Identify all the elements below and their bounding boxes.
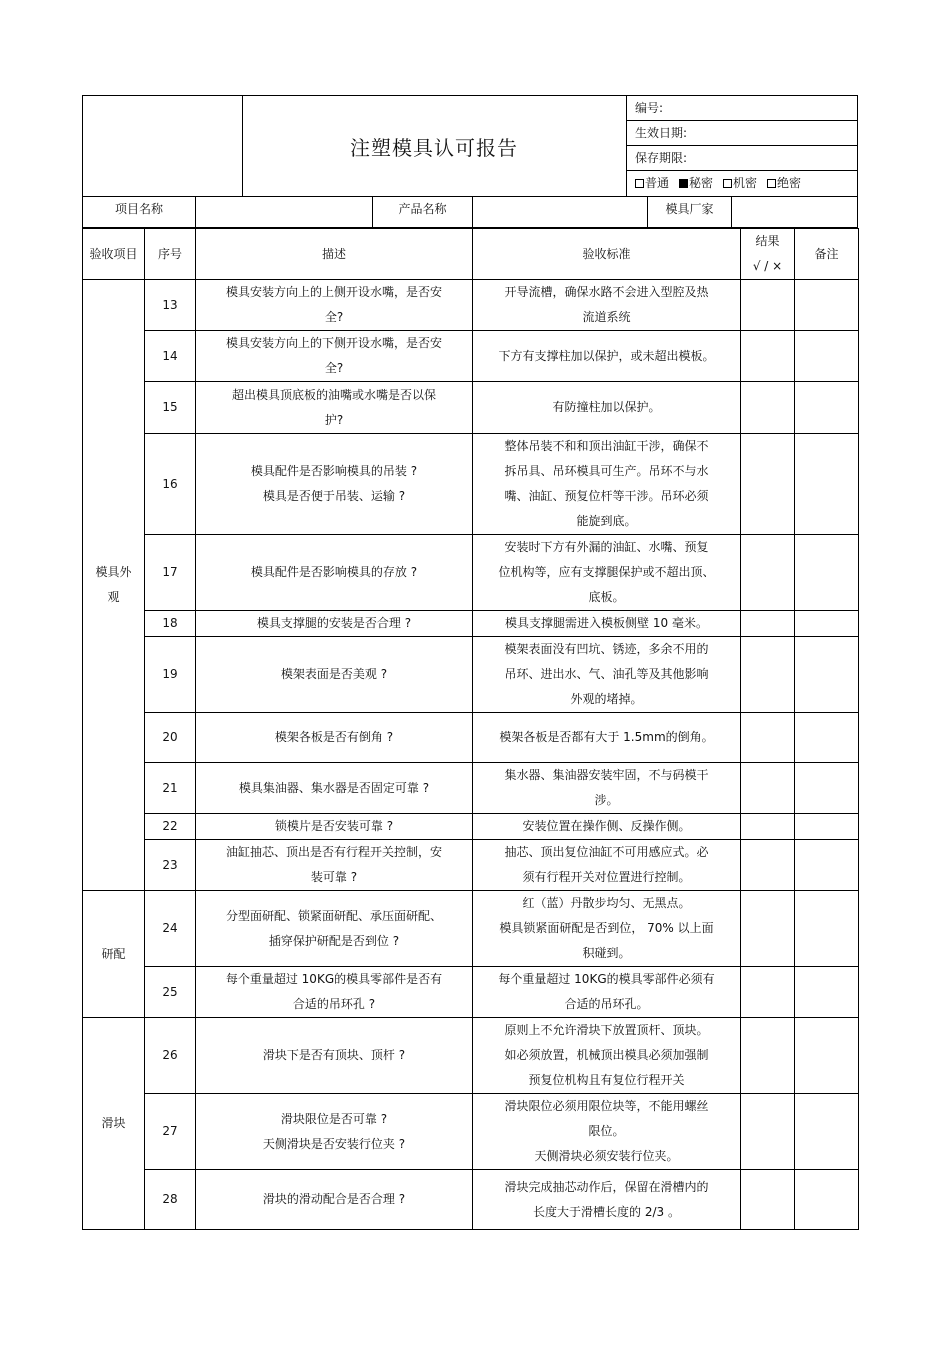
acceptance-table (82, 228, 859, 1230)
table-row (83, 814, 859, 840)
effective-date-field[interactable]: 生效日期: (627, 121, 857, 146)
col-header-desc: 描述 (196, 229, 473, 280)
row-standard-cell: 模具支撑腿需进入模板侧壁 10 毫米。 (473, 611, 741, 637)
project-name-field[interactable] (196, 197, 373, 227)
col-header-remark: 备注 (795, 229, 859, 280)
row-no-cell: 20 (145, 713, 196, 763)
row-standard-cell: 滑块完成抽芯动作后，保留在滑槽内的 长度大于滑槽长度的 2/3 。 (473, 1170, 741, 1230)
row-remark-cell[interactable] (795, 840, 859, 891)
row-standard-cell: 集水器、集油器安装牢固，不与码模干 涉。 (473, 763, 741, 814)
row-no-cell: 24 (145, 891, 196, 967)
row-no-cell: 23 (145, 840, 196, 891)
row-remark-cell[interactable] (795, 535, 859, 611)
project-name-label: 项目名称 (83, 197, 196, 227)
row-desc-cell: 滑块限位是否可靠 ? 天侧滑块是否安装行位夹 ? (196, 1094, 473, 1170)
row-result-cell[interactable] (741, 763, 795, 814)
checkbox-icon[interactable] (723, 179, 732, 188)
info-row (82, 197, 858, 228)
row-no-cell: 25 (145, 967, 196, 1018)
row-desc-cell: 油缸抽芯、顶出是否有行程开关控制，安 装可靠 ? (196, 840, 473, 891)
row-no-cell: 17 (145, 535, 196, 611)
row-no-cell: 15 (145, 382, 196, 434)
row-standard-cell: 有防撞柱加以保护。 (473, 382, 741, 434)
row-no-cell: 27 (145, 1094, 196, 1170)
row-result-cell[interactable] (741, 331, 795, 382)
row-desc-cell: 模具配件是否影响模具的存放 ? (196, 535, 473, 611)
row-result-cell[interactable] (741, 535, 795, 611)
classification-label: 普通 (645, 176, 670, 190)
checkbox-icon[interactable] (767, 179, 776, 188)
row-result-cell[interactable] (741, 382, 795, 434)
classification-option[interactable] (767, 171, 801, 195)
row-standard-cell: 模架表面没有凹坑、锈迹，多余不用的 吊环、进出水、气、油孔等及其他影响 外观的堵掉。 (473, 637, 741, 713)
row-desc-cell: 滑块下是否有顶块、顶杆 ? (196, 1018, 473, 1094)
row-standard-cell: 下方有支撑柱加以保护，或未超出模板。 (473, 331, 741, 382)
classification-label: 绝密 (777, 176, 802, 190)
row-standard-cell: 红（蓝）丹散步均匀、无黑点。 模具锁紧面研配是否到位， 70% 以上面 积碰到。 (473, 891, 741, 967)
classification-option[interactable] (723, 171, 757, 195)
row-remark-cell[interactable] (795, 713, 859, 763)
row-remark-cell[interactable] (795, 637, 859, 713)
checked-box-icon[interactable] (679, 179, 688, 188)
report-title: 注塑模具认可报告 (350, 135, 518, 160)
row-desc-cell: 模具支撑腿的安装是否合理 ? (196, 611, 473, 637)
row-desc-cell: 模架各板是否有倒角 ? (196, 713, 473, 763)
row-result-cell[interactable] (741, 611, 795, 637)
report-header (82, 95, 858, 197)
classification-row (627, 171, 857, 196)
row-desc-cell: 分型面研配、锁紧面研配、承压面研配、 插穿保护研配是否到位 ? (196, 891, 473, 967)
row-standard-cell: 安装时下方有外漏的油缸、水嘴、预复 位机构等，应有支撑腿保护或不超出顶、 底板。 (473, 535, 741, 611)
row-remark-cell[interactable] (795, 1094, 859, 1170)
row-desc-cell: 每个重量超过 10KG的模具零部件是否有 合适的吊环孔 ? (196, 967, 473, 1018)
category-cell: 模具外 观 (83, 280, 145, 891)
product-name-field[interactable] (473, 197, 648, 227)
row-desc-cell: 模具安装方向上的上侧开设水嘴，是否安 全? (196, 280, 473, 331)
classification-option[interactable] (679, 171, 713, 195)
table-row (83, 1094, 859, 1170)
table-row (83, 840, 859, 891)
row-no-cell: 26 (145, 1018, 196, 1094)
table-header-row (83, 229, 859, 280)
row-desc-cell: 模架表面是否美观 ? (196, 637, 473, 713)
table-row (83, 713, 859, 763)
title-cell (242, 96, 627, 196)
row-result-cell[interactable] (741, 713, 795, 763)
row-no-cell: 19 (145, 637, 196, 713)
table-row (83, 280, 859, 331)
code-field[interactable]: 编号: (627, 96, 857, 121)
row-desc-cell: 模具集油器、集水器是否固定可靠 ? (196, 763, 473, 814)
row-result-cell[interactable] (741, 891, 795, 967)
logo-cell (83, 96, 243, 196)
row-no-cell: 13 (145, 280, 196, 331)
row-desc-cell: 锁模片是否安装可靠 ? (196, 814, 473, 840)
row-no-cell: 21 (145, 763, 196, 814)
table-row (83, 763, 859, 814)
row-remark-cell[interactable] (795, 434, 859, 535)
product-name-label: 产品名称 (373, 197, 473, 227)
row-standard-cell: 安装位置在操作侧、反操作侧。 (473, 814, 741, 840)
row-result-cell[interactable] (741, 967, 795, 1018)
row-standard-cell: 每个重量超过 10KG的模具零部件必须有 合适的吊环孔。 (473, 967, 741, 1018)
row-result-cell[interactable] (741, 814, 795, 840)
row-remark-cell[interactable] (795, 611, 859, 637)
row-no-cell: 14 (145, 331, 196, 382)
retention-field[interactable]: 保存期限: (627, 146, 857, 171)
row-no-cell: 28 (145, 1170, 196, 1230)
row-remark-cell[interactable] (795, 967, 859, 1018)
row-standard-cell: 抽芯、顶出复位油缸不可用感应式。必 须有行程开关对位置进行控制。 (473, 840, 741, 891)
table-row (83, 637, 859, 713)
row-desc-cell: 超出模具顶底板的油嘴或水嘴是否以保 护? (196, 382, 473, 434)
row-result-cell[interactable] (741, 1018, 795, 1094)
category-cell: 研配 (83, 891, 145, 1018)
mold-maker-field[interactable] (732, 197, 857, 227)
row-remark-cell[interactable] (795, 382, 859, 434)
row-remark-cell[interactable] (795, 1018, 859, 1094)
row-standard-cell: 整体吊装不和和顶出油缸干涉，确保不 拆吊具、吊环模具可生产。吊环不与水 嘴、油缸、预复位杆等干涉。吊环必须 能旋到底。 (473, 434, 741, 535)
row-remark-cell[interactable] (795, 1170, 859, 1230)
row-remark-cell[interactable] (795, 763, 859, 814)
row-remark-cell[interactable] (795, 331, 859, 382)
table-row (83, 535, 859, 611)
checkbox-icon[interactable] (635, 179, 644, 188)
col-header-standard: 验收标准 (473, 229, 741, 280)
row-no-cell: 16 (145, 434, 196, 535)
row-result-cell[interactable] (741, 840, 795, 891)
table-row (83, 331, 859, 382)
table-row (83, 1170, 859, 1230)
classification-label: 机密 (733, 176, 758, 190)
col-header-no: 序号 (145, 229, 196, 280)
row-remark-cell[interactable] (795, 891, 859, 967)
category-cell: 滑块 (83, 1018, 145, 1230)
row-no-cell: 18 (145, 611, 196, 637)
row-result-cell[interactable] (741, 1170, 795, 1230)
meta-block (627, 96, 857, 196)
row-result-cell[interactable] (741, 1094, 795, 1170)
row-remark-cell[interactable] (795, 280, 859, 331)
row-desc-cell: 模具配件是否影响模具的吊装 ? 模具是否便于吊装、运输 ? (196, 434, 473, 535)
row-standard-cell: 原则上不允许滑块下放置顶杆、顶块。 如必须放置，机械顶出模具必须加强制 预复位机构且有复位行程开关 (473, 1018, 741, 1094)
row-remark-cell[interactable] (795, 814, 859, 840)
row-standard-cell: 开导流槽，确保水路不会进入型腔及热 流道系统 (473, 280, 741, 331)
row-result-cell[interactable] (741, 280, 795, 331)
row-standard-cell: 滑块限位必须用限位块等，不能用螺丝 限位。 天侧滑块必须安装行位夹。 (473, 1094, 741, 1170)
row-result-cell[interactable] (741, 434, 795, 535)
table-row (83, 382, 859, 434)
classification-option[interactable] (635, 171, 669, 195)
table-row (83, 434, 859, 535)
col-header-category: 验收项目 (83, 229, 145, 280)
mold-maker-label: 模具厂家 (648, 197, 732, 227)
row-standard-cell: 模架各板是否都有大于 1.5mm的倒角。 (473, 713, 741, 763)
row-desc-cell: 模具安装方向上的下侧开设水嘴，是否安 全? (196, 331, 473, 382)
row-no-cell: 22 (145, 814, 196, 840)
row-result-cell[interactable] (741, 637, 795, 713)
table-row (83, 611, 859, 637)
table-row (83, 1018, 859, 1094)
row-desc-cell: 滑块的滑动配合是否合理 ? (196, 1170, 473, 1230)
col-header-result: 结果 √ / × (741, 229, 795, 280)
table-row (83, 891, 859, 967)
classification-label: 秘密 (689, 176, 714, 190)
table-row (83, 967, 859, 1018)
